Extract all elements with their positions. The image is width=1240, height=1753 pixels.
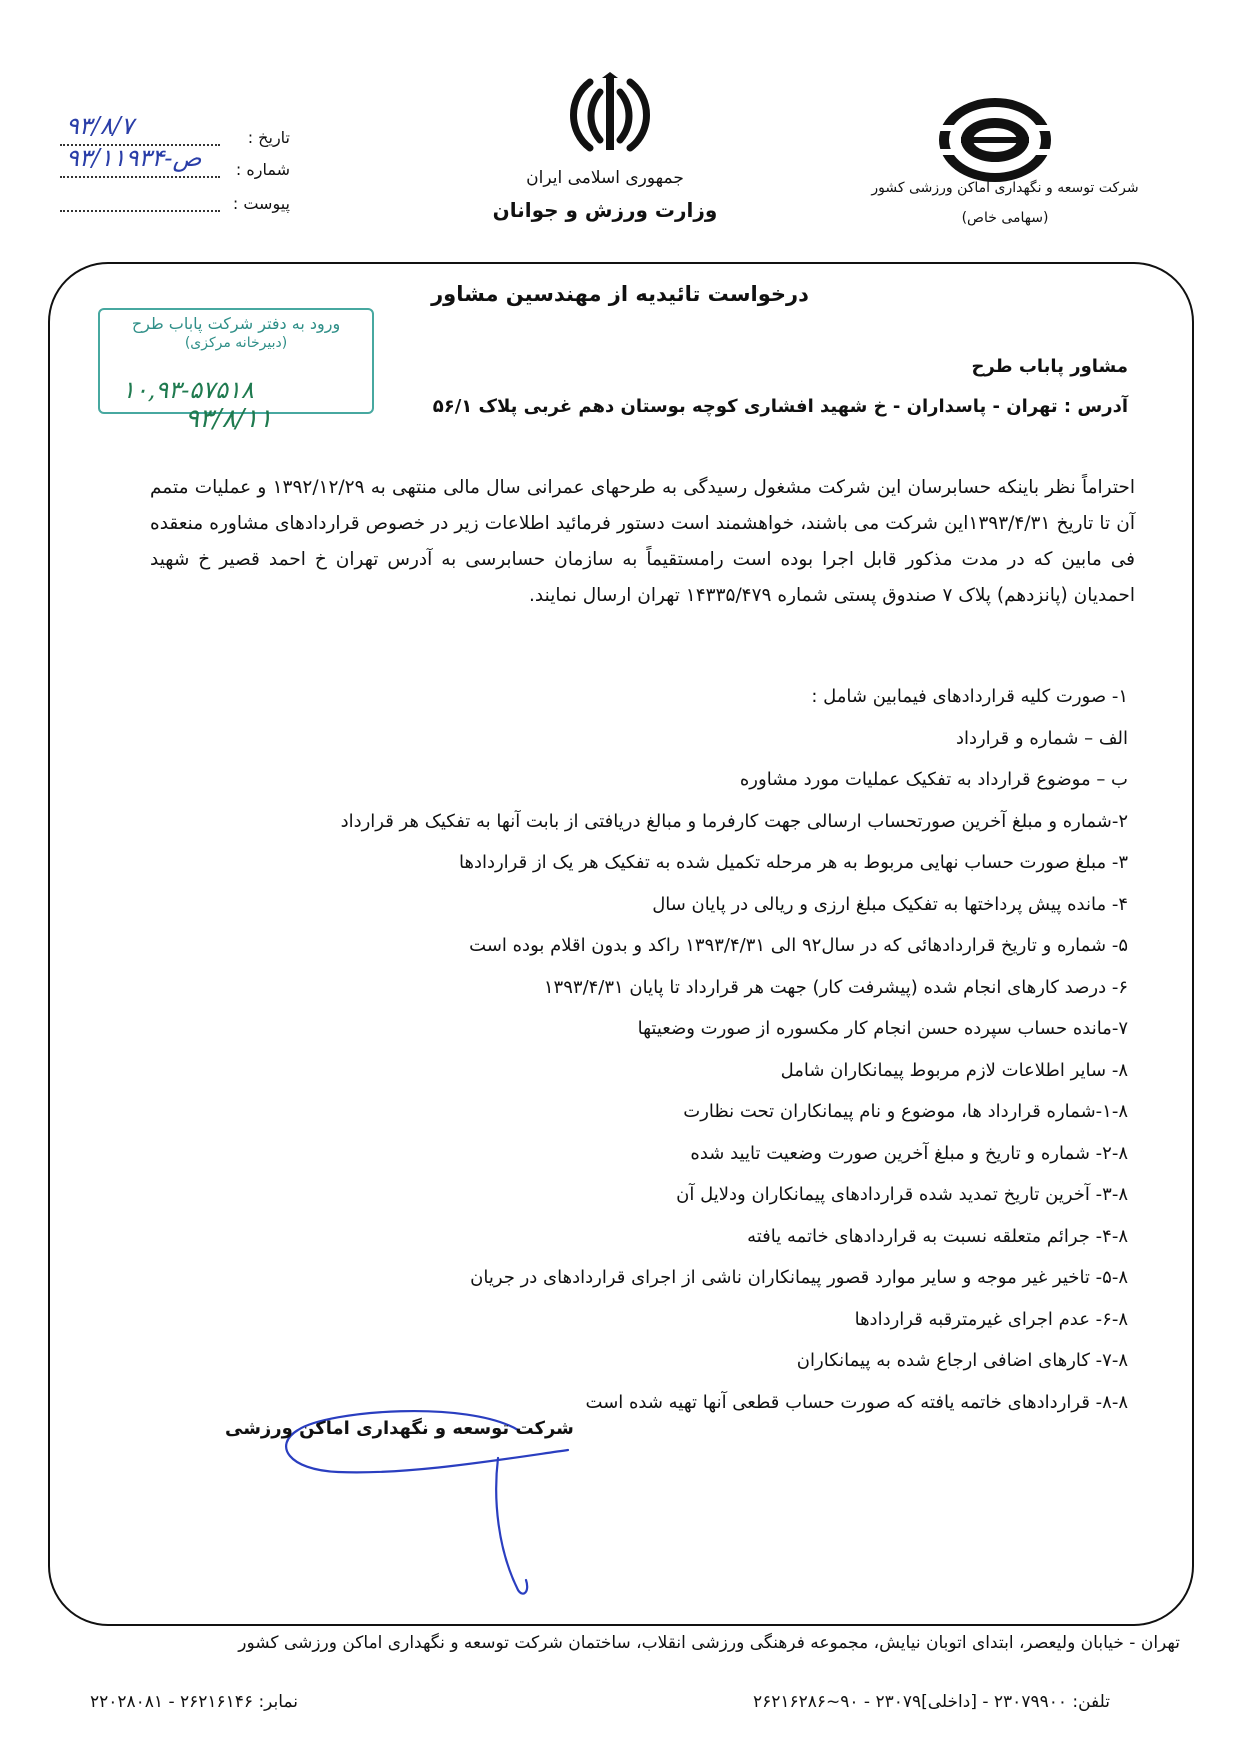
footer-contacts (90, 1692, 1180, 1712)
list-item: ۲-شماره و مبلغ آخرین صورتحساب ارسالی جهت کارفرما و مبالغ دریافتی از بابت آنها به تفکیک هر قرارداد (340, 810, 1128, 832)
body-paragraph: احتراماً نظر باینکه حسابرسان این شرکت مشغول رسیدگی به طرحهای عمرانی سال مالی منتهی به ۱۳۹۲/۱۲/۲۹ و عملیات متمم آن تا تاریخ ۱۳۹۳/۴/۳۱این شرکت می باشند، خواهشمند است دستور فرمائید اطلاعات زیر در خصوص قراردادهای مشاوره منعقده فی مابین که در مدت مذکور قابل اجرا بوده است رامستقیماً به سازمان حسابرسی به آدرس تهران خ احمد قصیر خ شهید احمدیان (پانزدهم) پلاک ۷ صندوق پستی شماره ۱۴۳۳۵/۴۷۹ تهران ارسال نمایند. (150, 477, 1135, 606)
list-item: الف – شماره و قرارداد (955, 727, 1128, 749)
stamp-line2: (دبیرخانه مرکزی) (184, 335, 288, 351)
list-item: ۵- شماره و تاریخ قراردادهائی که در سال۹۲ الی ۱۳۹۳/۴/۳۱ راکد و بدون اقلام بوده است (469, 935, 1128, 956)
attachment-label: پیوست : (232, 194, 290, 213)
list-item: ۱-۸-شماره قرارداد ها، موضوع و نام پیمانکاران تحت نظارت (683, 1101, 1128, 1122)
addressee-address: آدرس : تهران - پاسداران - خ شهید افشاری کوچه بوستان دهم غربی پلاک ۵۶/۱ (432, 396, 1128, 417)
number-field (60, 143, 220, 178)
company-logo-icon (935, 95, 1055, 189)
list-item: ۳- مبلغ صورت حساب نهایی مربوط به هر مرحله تکمیل شده به تفکیک هر یک از قراردادها (458, 852, 1128, 873)
list-item: ۲-۸- شماره و تاریخ و مبلغ آخرین صورت وضعیت تایید شده (690, 1142, 1128, 1164)
stamp-date: ۹۳/۸/۱۱ (185, 404, 273, 434)
number-handwritten-value: ۹۳/۱۱۹۳۴-ص (66, 143, 202, 172)
list-item: ۳-۸- آخرین تاریخ تمدید شده قراردادهای پیمانکاران ودلایل آن (676, 1184, 1128, 1205)
footer-address: تهران - خیابان ولیعصر، ابتدای اتوبان نیایش، مجموعه فرهنگی ورزشی انقلاب، ساختمان شرکت توسعه و نگهداری اماکن ورزشی کشور (238, 1633, 1180, 1653)
date-label: تاریخ : (247, 128, 290, 147)
list-item: ۱- صورت کلیه قراردادهای فیمابین شامل : (811, 686, 1128, 707)
request-items-list (208, 676, 1128, 1423)
attachment-field (60, 196, 220, 212)
list-item: ۶- درصد کارهای انجام شده (پیشرفت کار) جهت هر قرارداد تا پایان ۱۳۹۳/۴/۳۱ (543, 976, 1128, 998)
stamp-number: ۱۰,۹۳-۵۷۵۱۸ (122, 376, 254, 404)
list-item: ۴- مانده پیش پرداختها به تفکیک مبلغ ارزی و ریالی در پایان سال (652, 893, 1128, 915)
company-name: شرکت توسعه و نگهداری اماکن ورزشی کشور (871, 180, 1139, 196)
stamp-line1: ورود به دفتر شرکت پاباب طرح (131, 314, 341, 333)
received-stamp (98, 308, 374, 414)
list-item: ب – موضوع قرارداد به تفکیک عملیات مورد مشاوره (739, 769, 1128, 790)
letter-title: درخواست تائیدیه از مهندسین مشاور (431, 282, 809, 306)
attachment-row (60, 194, 290, 213)
number-row (60, 143, 290, 179)
footer-phone: تلفن: ۲۳۰۷۹۹۰۰ - [داخلی]۲۳۰۷۹ - ۹۰~۲۶۲۱۶۲۸۶ (752, 1692, 1110, 1712)
ministry-name: وزارت ورزش و جوانان (492, 198, 718, 222)
list-item: ۸-۸- قراردادهای خاتمه یافته که صورت حساب قطعی آنها تهیه شده است (585, 1391, 1128, 1413)
government-name: جمهوری اسلامی ایران (526, 168, 684, 188)
list-item: ۶-۸- عدم اجرای غیرمترقبه قراردادها (854, 1308, 1128, 1330)
list-item: ۷-مانده حساب سپرده حسن انجام کار مکسوره از صورت وضعیتها (637, 1018, 1128, 1039)
iran-emblem-icon (540, 70, 680, 164)
number-label: شماره : (235, 160, 290, 179)
signer-name: شرکت توسعه و نگهداری اماکن ورزشی (225, 1418, 574, 1439)
addressee: مشاور پاباب طرح (971, 356, 1128, 377)
date-handwritten-value: ۹۳/۸/۷ (66, 111, 134, 140)
list-item: ۴-۸- جرائم متعلقه نسبت به قراردادهای خاتمه یافته (747, 1225, 1128, 1247)
list-item: ۸- سایر اطلاعات لازم مربوط پیمانکاران شامل (780, 1059, 1128, 1081)
company-type: (سهامی خاص) (961, 210, 1049, 226)
footer-fax: نمابر: ۲۶۲۱۶۱۴۶ - ۲۲۰۲۸۰۸۱ (90, 1692, 299, 1712)
list-item: ۷-۸- کارهای اضافی ارجاع شده به پیمانکاران (796, 1350, 1128, 1371)
list-item: ۵-۸- تاخیر غیر موجه و سایر موارد قصور پیمانکاران ناشی از اجرای قراردادهای در جریان (470, 1267, 1128, 1288)
